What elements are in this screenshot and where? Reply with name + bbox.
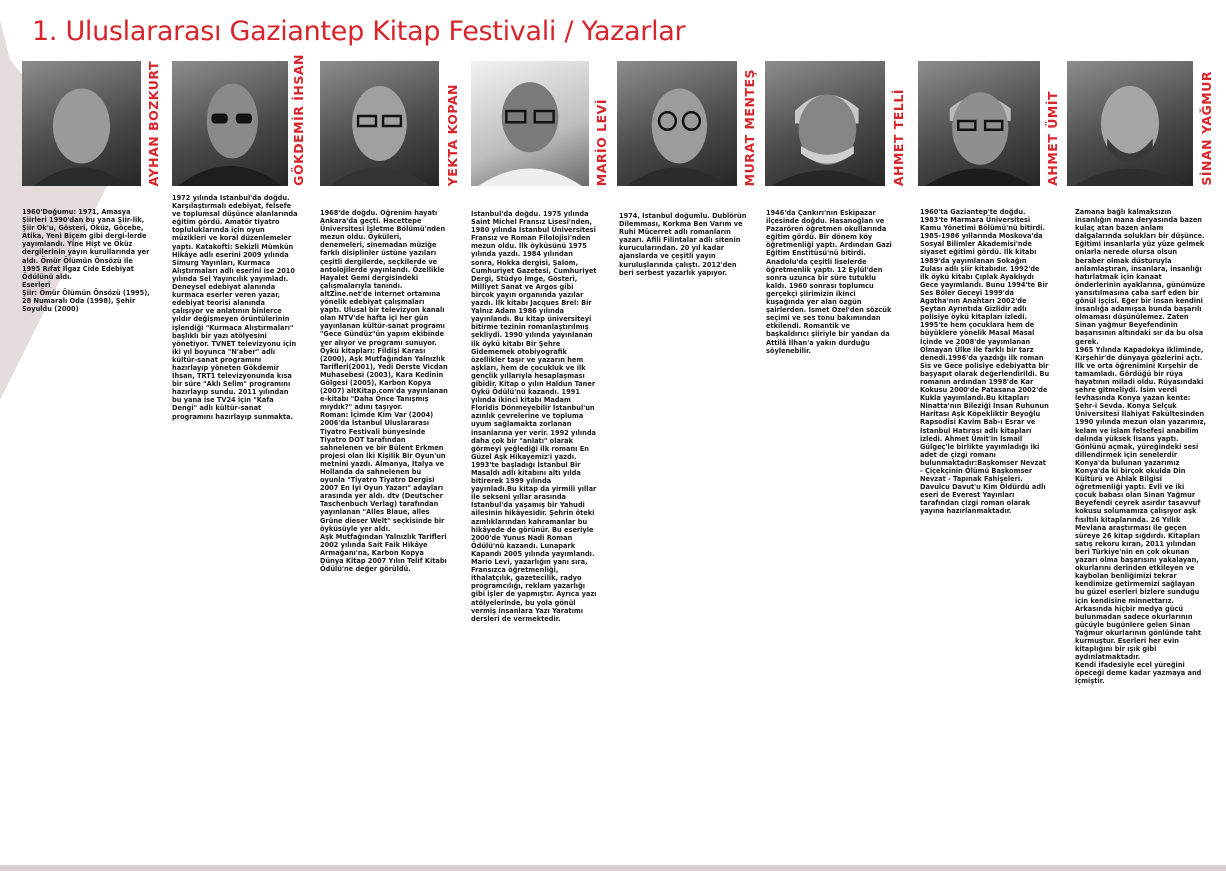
author-bio: 1972 yılında İstanbul'da doğdu. Karşılaştırmalı edebiyat, felsefe ve toplumsal düşünce alanlarında eğitim gördü. Amatör tiyatro topluluklarında için oyun müzikleri ve koral düzenlemeler yaptı. Katakofti: Sekizli Mümkün Hikâye adlı eserini 2009 yılında Simurg Yayınları, Kurmaca Alıştırmaları adlı eserini ise 2010 yılında Sel Yayıncılık yayımladı. Deneysel edebiyat alanında kurmaca eserler veren yazar, edebiyat teorisi alanında çalışıyor ve anlatının binlerce yıldır değişmeyen örüntülerinin işlendiği "Kurmaca Alıştırmaları" başlıklı bir yazı atölyesini yönetiyor. TVNET televizyonu için iki yıl boyunca "N'aber" adlı kültür-sanat programını hazırlayıp yöneten Gökdemir İhsan, TRT1 televizyonunda kısa bir süre "Aklı Selim" programını hazırlayıp sundu. 2011 yılından bu yana ise TV24 için "Kafa Dengi" adlı kültür-sanat programını hazırlayıp sunmakta. xyxy=(172,194,298,421)
portrait-photo-icon xyxy=(172,61,288,186)
portrait-photo-icon xyxy=(1067,61,1193,186)
author-bio: 1960'Doğumu: 1971, Amasya Şiirleri 1990'dan bu yana Şiir-lik, Şiir Ok'u, Gösteri, Öküz, Göçebe, Atika, Yeni Biçem gibi dergi-lerde yayımlandı. Yine Hişt ve Öküz dergilerinin yayın kurullarında yer aldı. Ömür Ölümün Önsözü ile 1995 Rıfat Ilgaz Cide Edebiyat Ödülünü aldı. Eserleri Şiir: Ömür Ölümün Önsözü (1995), 28 Numaralı Oda (1998), Şehir Soyuldu (2000) xyxy=(22,208,150,314)
portrait-photo-icon xyxy=(918,61,1040,186)
author-photo xyxy=(172,61,288,186)
author-photo xyxy=(22,61,141,186)
author-bio: 1968'de doğdu. Öğrenim hayatı Ankara'da geçti. Hacettepe Üniversitesi İşletme Bölümü'nden mezun oldu. Öyküleri, denemeleri, sinemadan müziğe farklı disiplinler üstüne yazıları çeşitli dergilerde, seçkilerde ve antolojilerde yayınlandı. Özellikle Hayalet Gemi dergisindeki çalışmalarıyla tanındı. altZine.net'de internet ortamına yönelik edebiyat çalışmaları yaptı. Ulusal bir televizyon kanalı olan NTV'de hafta içi her gün yayınlanan kültür-sanat programı "Gece Gündüz"ün yapım ekibinde yer alıyor ve programı sunuyor. Öykü kitapları: Fildişi Karası (2000), Aşk Mutfağından Yalnızlık Tarifleri(2001), Yedi Derste Vicdan Muhasebesi (2003), Kara Kedinin Gölgesi (2005), Karbon Kopya (2007) altKitap.com'da yayınlanan e-kitabı "Daha Önce Tanışmış mıydık?" adını taşıyor. Roman: İçimde Kim Var (2004) 2006'da İstanbul Uluslararası Tiyatro Festivali bünyesinde Tiyatro DOT tarafından sahnelenen ve bir Bülent Erkmen projesi olan İki Kişilik Bir Oyun'un metnini yazdı. Almanya, İtalya ve Hollanda da sahnelenen bu oyunla "Tiyatro Tiyatro Dergisi 2007 En İyi Oyun Yazarı" adayları arasında yer aldı. dtv (Deutscher Taschenbuch Verlag) tarafından yayınlanan "Alles Blaue, alles Grüne dieser Welt" seçkisinde bir öyküsüyle yer aldı. Aşk Mutfağından Yalnızlık Tarifleri 2002 yılında Sait Faik Hikâye Armağanı'na, Karbon Kopya Dünya Kitap 2007 Yılın Telif Kitabı Ödülü'ne değer görüldü. xyxy=(320,209,448,574)
portrait-photo-icon xyxy=(617,61,737,186)
portrait-photo-icon xyxy=(22,61,141,186)
author-bio: 1960'ta Gaziantep'te doğdu. 1983'te Marmara Üniversitesi Kamu Yönetimi Bölümü'nü bitirdi. 1985-1986 yıllarında Moskova'da Sosyal Bilimler Akademisi'nde siyaset eğitimi gördü. İlk kitabı 1989'da yayımlanan Sokağın Zulası adlı şiir kitabıdır. 1992'de ilk öykü kitabı Çıplak Ayaklıydı Gece yayımlandı. Bunu 1994'te Bir Ses Böler Geceyi 1999'da Agatha'nın Anahtarı 2002'de Şeytan Ayrıntıda Gizlidir adlı polisiye öykü kitapları izledi. 1995'te hem çocuklara hem de büyüklere yönelik Masal Masal İçinde ve 2008'de yayımlanan Olmayan Ülke ile farklı bir tarz denedi.1996'da yazdığı ilk roman Sis ve Gece polisiye edebiyatta bir başyapıt olarak değerlendirildi. Bu romanın ardından 1998'de Kar Kokusu 2000'de Patasana 2002'de Kukla yayımlandı.Bu kitapları Ninatta'nın Bileziği İnsan Ruhunun Haritası Aşk Köpekliktir Beyoğlu Rapsodisi Kavim Bab-ı Esrar ve İstanbul Hatırası adlı kitapları izledi. Ahmet Ümit'in İsmail Gülgeç'le birlikte yayımladığı iki adet de çizgi romanı bulunmaktadır:Başkomser Nevzat - Çiçekçinin Ölümü Başkomser Nevzat - Tapınak Fahişeleri. Davulcu Davut'u Kim Öldürdü adlı eseri de Everest Yayınları tarafından çizgi roman olarak yayına hazırlanmaktadır. xyxy=(920,208,1050,516)
author-photo xyxy=(765,61,885,186)
author-bio: 1946'da Çankırı'nın Eskipazar ilçesinde doğdu. Hasanoğlan ve Pazarören öğretmen okullarında eğitim gördü. Bir dönem köy öğretmenliği yaptı. Ardından Gazi Eğitim Enstitüsü'nü bitirdi. Anadolu'da çeşitli liselerde öğretmenlik yaptı. 12 Eylül'den sonra uzunca bir süre tutuklu kaldı. 1960 sonrası toplumcu gerçekçi şiirimizin ikinci kuşağında yer alan özgün şairlerden. İsmet Özel'den sözcük seçimi ve ses tonu bakımından etkilendi. Romantik ve başkaldırıcı şiiriyle bir yandan da Attilâ İlhan'a yakın durduğu söylenebilir. xyxy=(766,209,892,355)
author-photo xyxy=(617,61,737,186)
author-name-vertical xyxy=(143,61,163,186)
author-name: AYHAN BOZKURT xyxy=(145,60,161,186)
author-bio: 1974, İstanbul doğumlu. Dublörün Dilemması, Korkma Ben Varım ve Ruhi Mücerret adlı romanların yazarı. Afili Filintalar adlı sitenin kurucularından. 20 yıl kadar ajanslarda ve çeşitli yayın kuruluşlarında çalıştı. 2012'den beri serbest yazarlık yapıyor. xyxy=(619,212,747,277)
author-name: AHMET TELLİ xyxy=(890,88,906,186)
author-name-vertical xyxy=(591,61,611,186)
author-name-vertical xyxy=(442,61,462,186)
author-name: YEKTA KOPAN xyxy=(444,83,460,186)
author-name: MARİO LEVİ xyxy=(593,98,609,186)
portrait-photo-icon xyxy=(765,61,885,186)
author-name: AHMET ÜMİT xyxy=(1044,91,1060,186)
portrait-photo-icon xyxy=(320,61,439,186)
author-name: SİNAN YAĞMUR xyxy=(1198,71,1214,186)
author-name-vertical xyxy=(1042,61,1062,186)
author-name-vertical xyxy=(1196,61,1216,186)
author-photo xyxy=(918,61,1040,186)
author-photo xyxy=(1067,61,1193,186)
author-photo xyxy=(471,61,589,186)
author-name-vertical xyxy=(739,61,759,186)
author-bio: İstanbul'da doğdu. 1975 yılında Saint Michel Fransız Lisesi'nden, 1980 yılında İstanbul Üniversitesi Fransız ve Roman Filolojisi'nden mezun oldu. İlk öyküsünü 1975 yılında yazdı. 1984 yılından sonra, Hokka dergisi, Şalom, Cumhuriyet Gazetesi, Cumhuriyet Dergi, Stüdyo İmge, Gösteri, Milliyet Sanat ve Argos gibi birçok yayın organında yazılar yazdı. İlk kitabı Jacques Brel: Bir Yalnız Adam 1986 yılında yayınlandı. Bu kitap üniversiteyi bitirme tezinin romanlaştırılmış şekliydi. 1990 yılında yayınlanan ilk öykü kitabı Bir Şehre Gidememek otobiyografik özellikler taşır ve yazarın hem aşkları, hem de çocukluk ve ilk gençlik yıllarıyla hesaplaşması gibidir. Kitap o yılın Haldun Taner Öykü Ödülü'nü kazandı. 1991 yılında ikinci kitabı Madam Floridis Dönmeyebilir İstanbul'un azınlık çevrelerine ve topluma uyum sağlamakta zorlanan insanlarına yer verir. 1992 yılında daha çok bir "anlatı" olarak görmeyi yeğlediği ilk romanı En Güzel Aşk Hikayemiz'i yazdı. 1993'te başladığı İstanbul Bir Masaldı adlı kitabını altı yılda bitirerek 1999 yılında yayınladı.Bu kitap da yirmili yıllar ile sekseni yıllar arasında İstanbul'da yaşamış bir Yahudi ailesinin hikâyesidir. Şehrin öteki azınlıklarından kahramanlar bu hikâyede de görünür. Bu eseriyle 2000'de Yunus Nadi Roman Ödülü'nü kazandı. Lunapark Kapandı 2005 yılında yayımlandı. Mario Levi, yazarlığın yanı sıra, Fransızca öğretmenliği, ithalatçılık, gazetecilik, radyo programcılığı, reklam yazarlığı gibi işler de yapmıştır. Ayrıca yazı atölyelerinde, bu yola gönül vermiş insanlara Yazı Yaratımı dersleri de vermektedir. xyxy=(471,210,597,623)
page-title: 1. Uluslararası Gaziantep Kitap Festivali / Yazarlar xyxy=(32,16,686,47)
author-name-vertical xyxy=(888,61,908,186)
author-name-vertical xyxy=(288,54,308,186)
portrait-photo-icon xyxy=(471,61,589,186)
author-bio: Zamana bağlı kalmaksızın insanlığın mana deryasında bazen kulaç atan bazen anlam dalgalarında solukları bir düşünce. Eğitimi insanlarla yüz yüze gelmek onlarla nerede olursa olsun beraber olmak düsturuyla anlamlaştıran, insanlara, insanlığı hatırlatmak için kanaat önderlerinin ayaklarına, günümüze yansıtılmasına çaba sarf eden bir gönül işçisi. Eğer bir insan kendini insanlığa adamışsa bunda başarılı olmaması düşünülemez. Zaten Sinan yağmur Beyefendinin başarısının altındaki sır da bu olsa gerek. 1965 Yılında Kapadokya ikliminde, Kırşehir'de dünyaya gözlerini açtı. İlk ve orta öğrenimini Kırşehir de tamamladı. Gördüğü bir rüya hayatının miladi oldu. Rüyasındaki şehre gitmeliydi. İsim verdi levhasında Konya yazan kente: Şehr-i Sevda. Konya Selçuk Üniversitesi İlahiyat Fakültesinden 1990 yılında mezun olan yazarımız, kelam ve islam felsefesi anabilim dalında yüksek lisans yaptı. Gönlünü açmak, yüreğindeki sesi dillendirmek için senelerdir Konya'da bulunan yazarımız Konya'da ki birçok okulda Din Kültürü ve Ahlak Bilgisi öğretmenliği yaptı. Evli ve iki çocuk babası olan Sinan Yağmur Beyefendi çeyrek asırdır tasavvuf kokusu solumamıza çalışıyor aşk fısıltılı kitaplarında. 26 Yıllık Mevlana araştırması ile geçen süreye 26 kitap sığdırdı. Kitapları satış rekoru kıran, 2011 yılından beri Türkiye'nin en çok okunan yazarı olma başarısını yakalayan, okurlarını derinden etkileyen ve kaybolan benliğimizi tekrar kendimize getirmemizi sağlayan bu güzel eserleri bizlere sunduğu için kendisine minnettarız. Arkasında hiçbir medya gücü bulunmadan sadece okurlarının gücüyle bugünlere gelen Sinan Yağmur okurlarının gönlünde taht kurmuştur. Eserleri her evin kitaplığını bir ışık gibi aydınlatmaktadır. Kendi ifadesiyle ecel yüreğini öpeceği deme kadar yazmaya and içmiştir. xyxy=(1075,208,1206,686)
author-photo xyxy=(320,61,439,186)
author-name: GÖKDEMİR İHSAN xyxy=(290,54,306,186)
author-name: MURAT MENTEŞ xyxy=(741,68,757,186)
bottom-strip xyxy=(0,865,1226,871)
